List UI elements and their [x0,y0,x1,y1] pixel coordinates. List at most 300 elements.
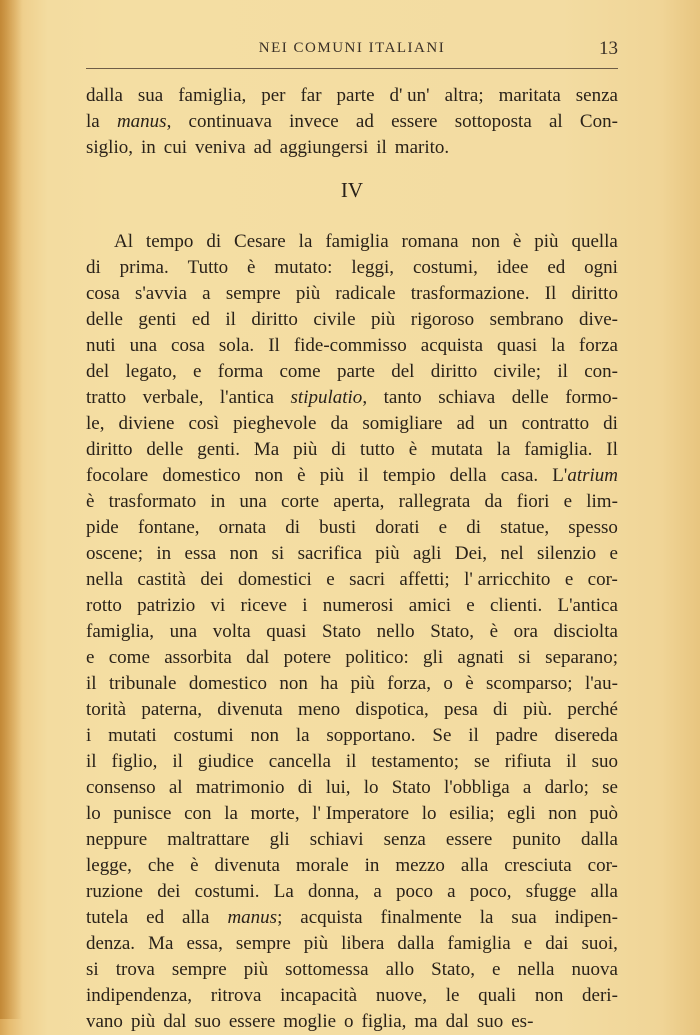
text-line [86,931,618,957]
word: e [193,361,202,382]
word: suo [591,751,618,772]
word: neppure [86,829,148,850]
word: dalla [397,933,435,954]
word: diritto [251,309,298,330]
word: Ma [253,439,280,460]
word: il [172,751,183,772]
word: Ma [148,933,174,954]
word: dalla [581,829,618,850]
word: oscene; [86,543,143,564]
word: poco, [469,881,512,902]
word: ed [191,309,210,330]
word: Tutto [187,257,229,278]
word: mutato: [274,257,333,278]
word: più [243,959,269,980]
word: e [492,959,501,980]
word: disereda [554,725,618,746]
word: quasi [497,335,538,356]
word: morale [295,855,349,876]
word: donna, [307,881,360,902]
word: alla [590,881,618,902]
word: l' Imperatore [312,803,410,824]
word: cosa [86,283,120,304]
word: costumi, [412,257,478,278]
word: civile; [493,361,542,382]
word: testamento; [371,751,459,772]
word: far [300,85,322,106]
word: al [168,777,183,798]
word: essere [445,829,493,850]
word: o [443,673,453,694]
word: paterna, [141,699,203,720]
word: famiglia [325,231,389,252]
word: lo [421,803,437,824]
word: scomparso; [486,673,573,694]
word: più [293,439,318,460]
word: che [147,855,175,876]
word: parte [336,85,375,106]
word: forza, [387,673,431,694]
word: delle [511,387,549,408]
word: e [326,569,335,590]
word: senza [575,85,618,106]
word: torità [86,699,127,720]
text-line [86,489,618,515]
word: La [273,881,294,902]
word: in [156,543,172,564]
word: non [250,725,279,746]
word: quella [571,231,618,252]
word: famiglia, [178,85,247,106]
word: giudice [197,751,254,772]
word: più [534,231,559,252]
text-line [86,619,618,645]
word: mutata [431,439,483,460]
word: l' arricchito [464,569,551,590]
word: contratto [521,413,590,434]
word: più [319,465,344,486]
word: sacrifica [297,543,362,564]
word: manus, [116,111,172,132]
word: lo [86,803,101,824]
word: dal [163,1011,187,1032]
word: delle [86,309,123,330]
word: il [557,361,568,382]
text-line [86,135,618,161]
text-line [86,307,618,333]
word: ad [456,413,475,434]
word: rifiuta [504,751,552,772]
word: si [518,647,531,668]
word: se [473,751,490,772]
word: più [295,283,321,304]
word: indipen- [554,907,618,928]
word: suoi, [581,933,618,954]
word: è [512,231,522,252]
word: figlia, [361,1011,407,1032]
word: più [303,933,329,954]
word: diviene [118,413,175,434]
word: essere [391,111,438,132]
word: L'atrium [552,465,618,486]
word: come [108,647,150,668]
word: perché [567,699,618,720]
word: è [297,465,306,486]
word: di [493,699,508,720]
word: la [298,231,313,252]
word: verbale, [142,387,204,408]
word: ed [146,907,165,928]
word: padre [495,725,538,746]
word: così [188,413,220,434]
word: dai [545,933,569,954]
word: agli [412,543,442,564]
word: cor- [587,855,618,876]
word: acquista [420,335,484,356]
word: di [86,257,101,278]
word: Al [114,231,133,252]
word: divenuta [214,855,280,876]
text-line [86,229,618,255]
word: il [345,751,357,772]
word: Cesare [234,231,286,252]
word: l'obbliga [444,777,510,798]
word: lo [363,777,379,798]
word: civile [313,309,356,330]
italic-term: manus [227,907,278,928]
word: la [496,439,511,460]
word: della [449,465,487,486]
word: ora [513,621,538,642]
word: statue, [500,517,550,538]
word: mutati [108,725,157,746]
word: essa, [186,933,223,954]
word: sempre [171,959,227,980]
word: i [302,595,308,616]
word: gli [269,829,290,850]
word: meno [297,699,341,720]
word: rigoroso [410,309,475,330]
text-line [86,723,618,749]
word: Il [606,439,618,460]
word: alla [460,855,489,876]
word: cresciuta [504,855,572,876]
word: di [331,439,347,460]
text-line [86,281,618,307]
word: Il [268,335,280,356]
word: tutto [359,439,395,460]
text-line [86,697,618,723]
word: dei [157,881,181,902]
word: la [479,907,494,928]
word: maritata [498,85,561,106]
word: nella [86,569,123,590]
word: rallegrata [398,491,471,512]
word: è [247,257,256,278]
word: tutela [86,907,129,928]
word: corte [281,491,320,512]
word: ogni [584,257,618,278]
text-line [86,255,618,281]
word: la [551,335,565,356]
text-line [86,109,618,135]
word: riceve [240,595,287,616]
word: l'au- [584,673,618,694]
word: la [295,725,310,746]
word: clienti. [490,595,543,616]
text-line [86,983,618,1009]
word: da [484,491,503,512]
word: sfugge [525,881,577,902]
word: indipendenza, [86,985,193,1006]
word: busti [319,517,357,538]
word: poco [396,881,433,902]
word: si [271,543,285,564]
word: e [86,647,95,668]
word: dispotica, [355,699,429,720]
word: continuava [188,111,272,132]
word: matrimonio [195,777,285,798]
word: sottoposta [454,111,532,132]
word: diritto [571,283,618,304]
word: aggiungersi [279,137,369,158]
word: una [169,621,198,642]
word: e [438,517,448,538]
word: dalla [86,85,123,106]
paragraph-continuation [86,83,618,161]
word: pesa [444,699,478,720]
word: trasformazione. [410,283,530,304]
word: ed [547,257,566,278]
word: forma [217,361,264,382]
word: se [602,777,618,798]
word: ad [253,137,272,158]
word: diritto [86,439,133,460]
italic-term: stipulatio [290,387,363,408]
word: romana [401,231,459,252]
word: moglie [283,1011,337,1032]
word: in [210,491,226,512]
word: s'avvia [134,283,187,304]
word: con- [584,361,618,382]
word: legge, [86,855,132,876]
text-line [86,749,618,775]
word: il [225,309,236,330]
text-line [86,83,618,109]
word: dal [445,1011,469,1032]
word: cosa [171,335,205,356]
word: rotto [86,595,122,616]
word: dal [246,647,270,668]
word: Se [432,725,452,746]
word: non [229,543,259,564]
word: non [471,231,500,252]
word: sua [511,907,537,928]
word: e [564,569,574,590]
word: in [364,855,380,876]
word: fide-commisso [293,335,407,356]
word: nella [517,959,555,980]
word: morte, [250,803,300,824]
word: domestico [188,673,267,694]
word: è [86,491,95,512]
text-line [86,359,618,385]
word: allo [385,959,415,980]
word: punisce [113,803,172,824]
word: Stato, [430,621,475,642]
word: nuove, [375,985,428,1006]
word: quasi [266,621,307,642]
word: famiglia. [524,439,593,460]
word: sopportano. [326,725,416,746]
text-line [86,411,618,437]
word: più. [523,699,553,720]
word: pieghevole [233,413,317,434]
word: e [523,933,533,954]
word: tanto [383,387,422,408]
page-number: 13 [599,38,618,59]
word: di [297,777,313,798]
word: stipulatio, [290,387,368,408]
word: dive- [578,309,618,330]
word: il [566,751,577,772]
word: di [466,517,481,538]
word: sola. [218,335,255,356]
word: separano; [545,647,618,668]
word: le [445,985,460,1006]
word: a [447,881,456,902]
text-line [86,801,618,827]
word: Il [544,283,557,304]
text-line [86,515,618,541]
word: più [375,543,400,564]
word: del [391,361,415,382]
text-line [86,593,618,619]
word: nello [376,621,415,642]
word: ma [414,1011,438,1032]
word: silenzio [537,543,597,564]
word: l'antica [219,387,274,408]
word: famiglia, [86,621,155,642]
word: tratto [86,387,127,408]
word: essa [184,543,217,564]
word: esilia; [449,803,495,824]
word: es- [511,1011,534,1032]
word: un [488,413,508,434]
word: le, [86,413,105,434]
word: incapacità [280,985,358,1006]
word: con [184,803,212,824]
word: tempio [382,465,436,486]
word: figlio, [111,751,158,772]
word: potere [283,647,332,668]
word: nel [500,543,524,564]
word: non [254,465,284,486]
word: famiglia [447,933,511,954]
word: darlo; [544,777,589,798]
word: agnati [457,647,504,668]
word: la [86,111,100,132]
word: divenuta [217,699,283,720]
word: marito. [394,137,450,158]
text-line [86,853,618,879]
word: si [86,959,99,980]
word: di [285,517,301,538]
word: domestici [237,569,312,590]
header-rule [86,68,618,69]
word: ad [355,111,374,132]
text-line [86,385,618,411]
word: di [603,413,618,434]
word: è [489,621,499,642]
word: suo [476,1011,504,1032]
word: trasformato [108,491,197,512]
word: più [130,1011,156,1032]
word: è [465,673,474,694]
word: dorati [375,517,420,538]
word: è [190,855,199,876]
word: schiava [438,387,496,408]
word: casa. [500,465,539,486]
word: dei [200,569,224,590]
word: cor- [587,569,618,590]
word: amici [408,595,451,616]
word: vi [210,595,226,616]
word: suo [194,1011,221,1032]
word: lim- [586,491,618,512]
word: trova [115,959,155,980]
text-line [86,1009,618,1035]
word: ha [320,673,339,694]
word: gli [423,647,444,668]
word: il [86,751,97,772]
running-head [86,38,618,68]
word: costumi [173,725,234,746]
word: in [140,137,156,158]
word: diritto [430,361,478,382]
word: costumi. [194,881,260,902]
word: Stato, [431,959,475,980]
word: ornata [218,517,267,538]
word: punito [512,829,561,850]
page-spine-shadow [0,0,22,1019]
word: schiavi [309,829,364,850]
word: o [344,1011,354,1032]
word: e [609,543,618,564]
word: a [373,881,382,902]
word: mezzo [395,855,445,876]
word: il [358,465,369,486]
word: denza. [86,933,136,954]
word: radicale [335,283,396,304]
word: numerosi [322,595,394,616]
word: altra; [444,85,484,106]
word: genti. [197,439,240,460]
word: spesso [568,517,618,538]
word: Stato [321,621,362,642]
text-line [86,775,618,801]
word: consenso [86,777,156,798]
word: cui [163,137,187,158]
word: volta [212,621,251,642]
text-line [86,671,618,697]
word: e [563,491,573,512]
word: L'antica [557,595,618,616]
word: vano [86,1011,123,1032]
word: il [468,725,479,746]
word: pide [86,517,119,538]
word: legato, [125,361,177,382]
